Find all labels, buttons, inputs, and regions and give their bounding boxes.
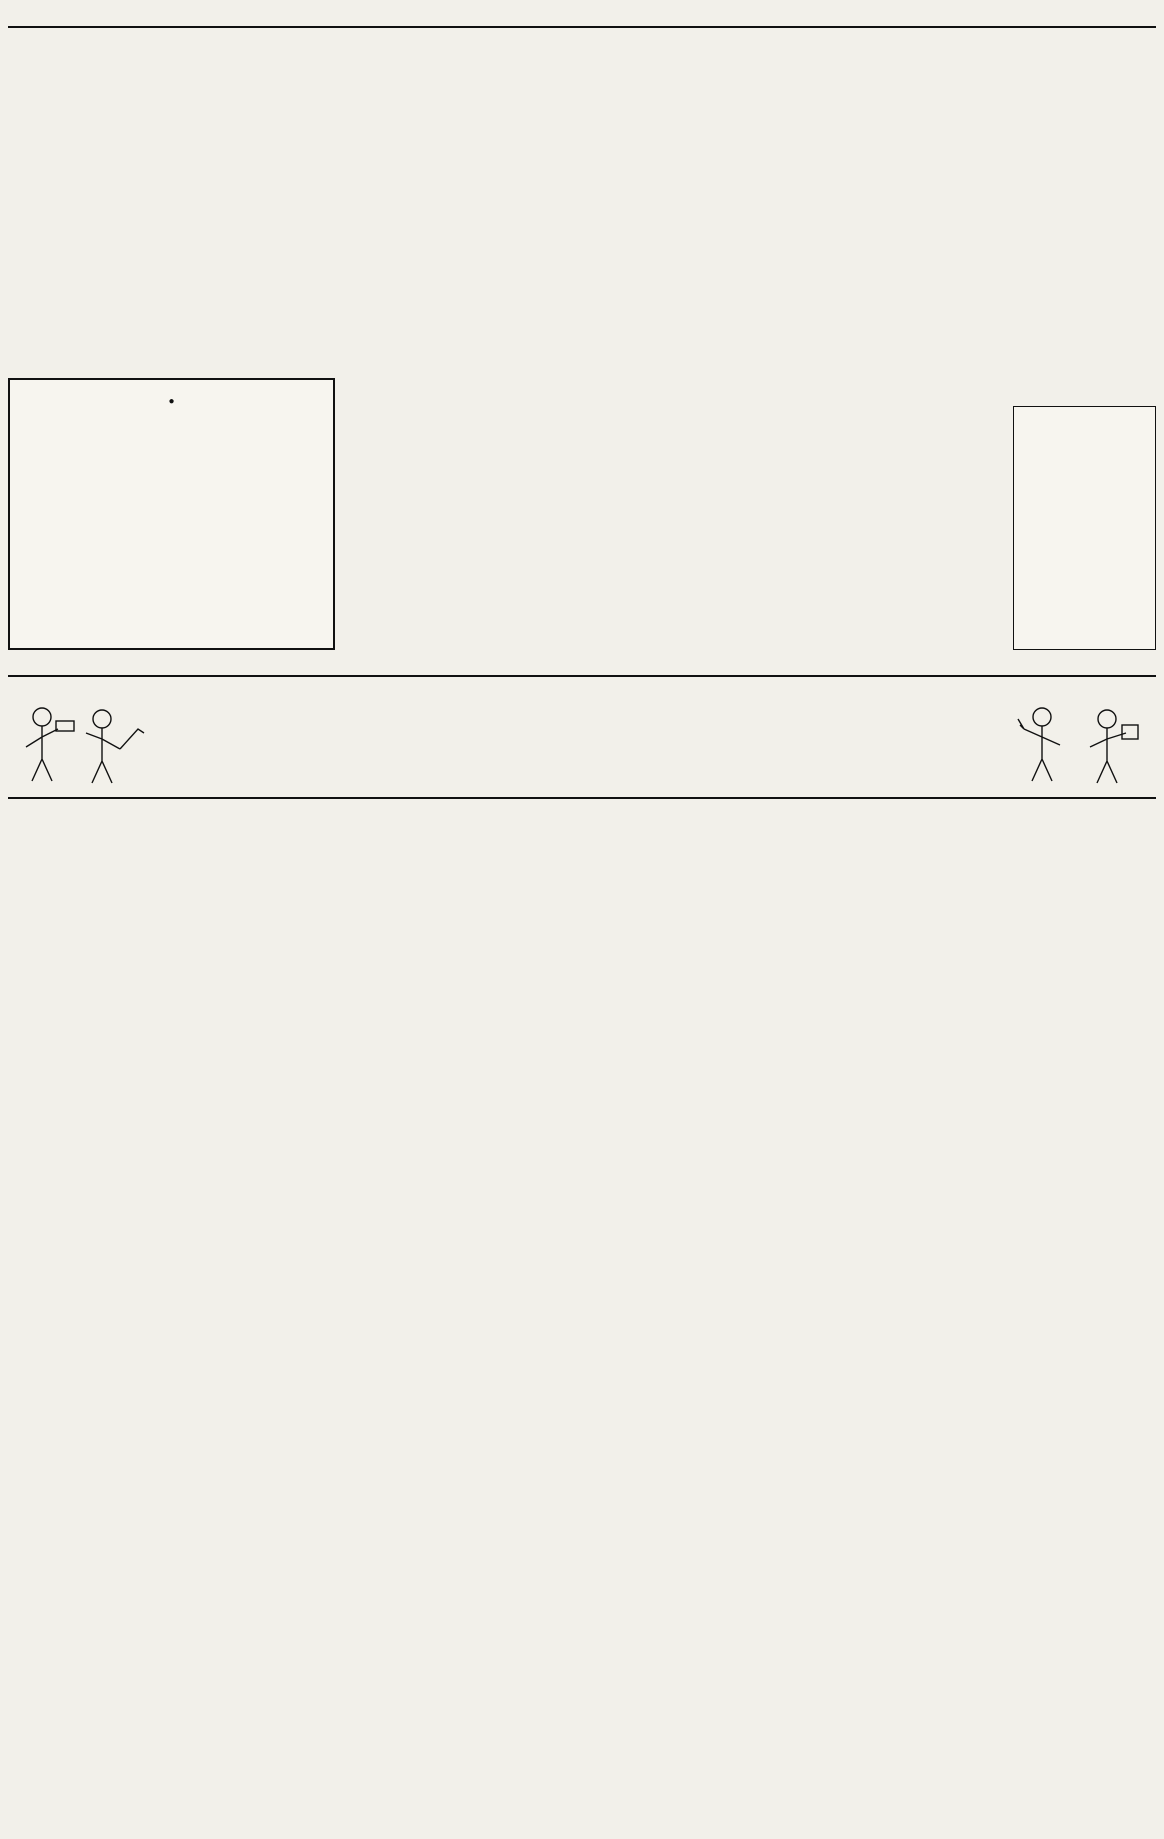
masthead (8, 6, 1156, 28)
cartoon-workers-right-icon (1002, 689, 1152, 789)
bluegrass-fertilizer: ● (168, 396, 175, 407)
blue-grass-farms-ad (8, 378, 335, 650)
metro-prices (872, 534, 1156, 546)
directory-banner (8, 681, 1156, 799)
newspaper-page (8, 6, 1156, 1834)
cartoon-workers-left-icon (12, 689, 162, 789)
service-directory (8, 803, 1156, 1834)
metropolitan-maintenance-ad (872, 526, 1156, 650)
